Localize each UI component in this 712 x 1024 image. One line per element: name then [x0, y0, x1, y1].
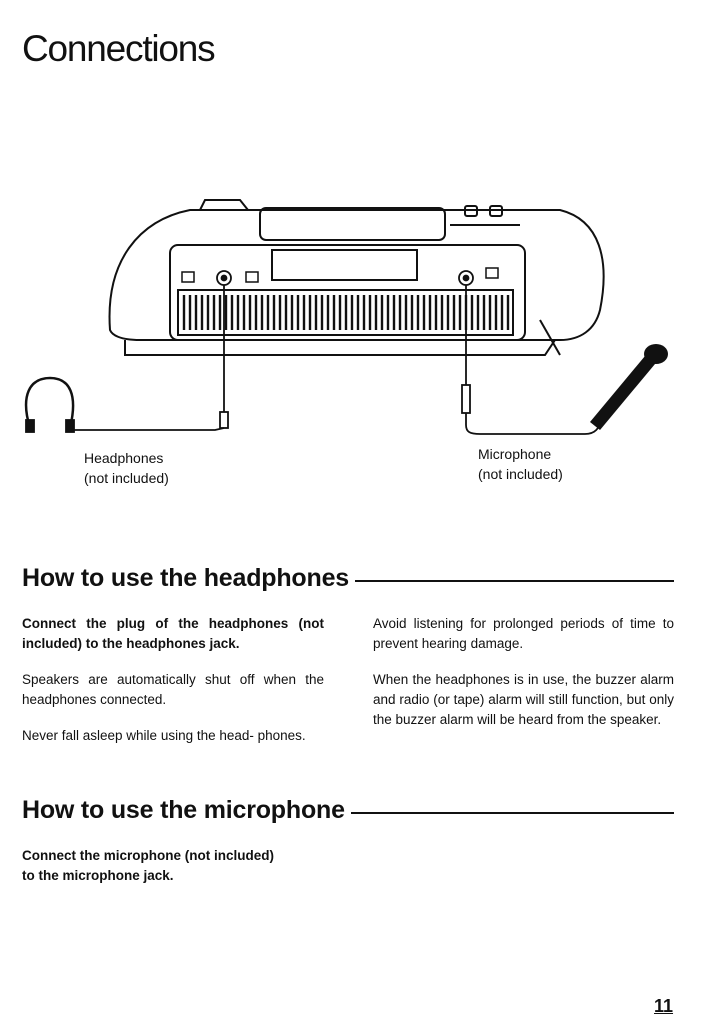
headphones-heading: How to use the headphones — [22, 564, 349, 592]
radio-top-handle — [200, 200, 248, 210]
switch-left — [182, 272, 194, 282]
cassette-door — [260, 208, 445, 240]
headphones-left-column — [22, 614, 324, 762]
headphones-warning: Avoid listening for prolonged periods of time to prevent hearing damage. — [373, 616, 674, 651]
microphone-label: Microphone — [478, 446, 552, 462]
headphones-right-column — [373, 614, 674, 746]
connections-illustration — [0, 180, 712, 520]
display-window — [272, 250, 417, 280]
microphone-section-heading — [22, 796, 674, 825]
headphones-section-heading — [22, 564, 674, 593]
microphone-instruction-line1: Connect the microphone (not included) — [22, 848, 274, 863]
microphone-column — [22, 846, 402, 886]
page-number: 11 — [654, 996, 674, 1016]
microphone-heading: How to use the microphone — [22, 796, 345, 824]
headphones-label: Headphones — [84, 450, 164, 466]
headphones-note-sleep: Never fall asleep while using the head- phones. — [22, 728, 306, 743]
heading-rule — [355, 580, 674, 582]
microphone-icon — [590, 344, 668, 430]
headphones-note: (not included) — [84, 470, 169, 486]
headphones-note-speakers: Speakers are automatically shut off when the headphones connected. — [22, 672, 324, 707]
headphones-instruction: Connect the plug of the headphones (not included) to the headphones jack. — [22, 616, 324, 651]
switch-middle — [246, 272, 258, 282]
headphones-alarm-note: When the headphones is in use, the buzzer alarm and radio (or tape) alarm will still function, but only the buzzer alarm will be heard from the speaker. — [373, 672, 674, 727]
grille-bars — [184, 295, 508, 330]
microphone-instruction-line2: to the microphone jack. — [22, 868, 174, 883]
radio-base — [125, 340, 555, 355]
page-title: Connections — [22, 28, 215, 69]
heading-rule — [351, 812, 674, 814]
microphone-note: (not included) — [478, 466, 563, 482]
switch-right — [486, 268, 498, 278]
